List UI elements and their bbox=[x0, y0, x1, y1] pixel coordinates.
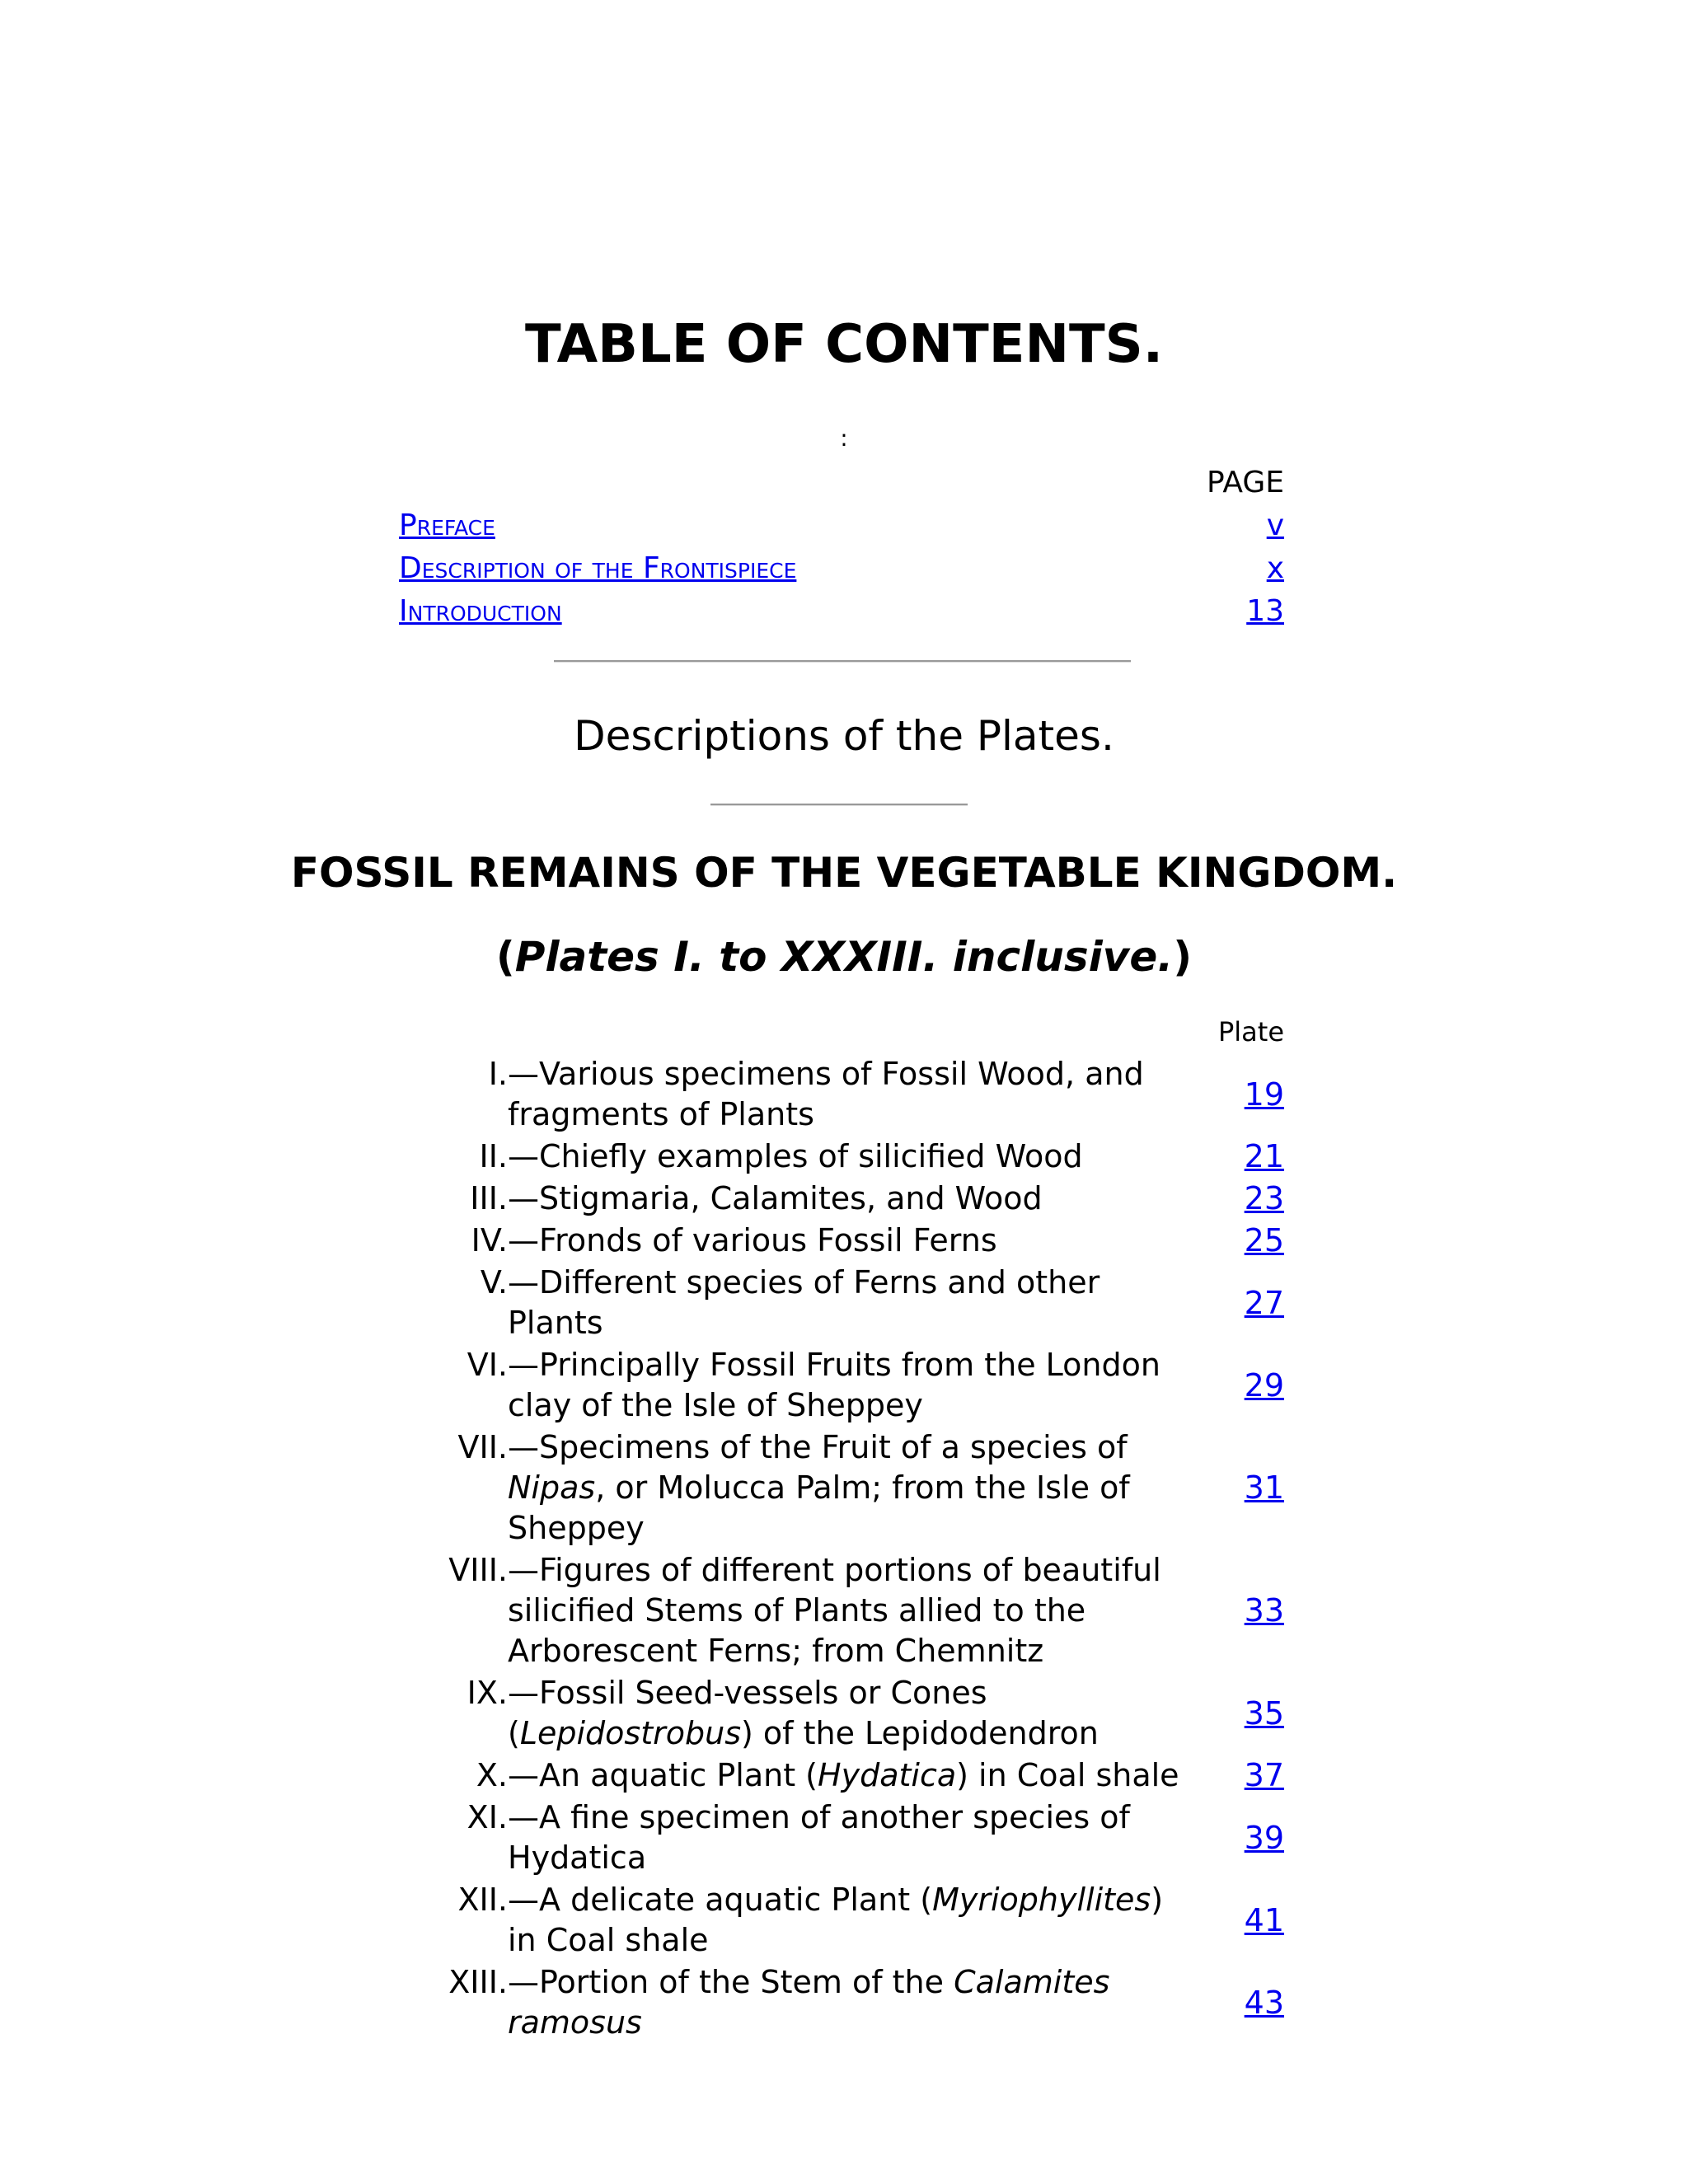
plate-description bbox=[508, 1427, 1218, 1549]
introduction-page-link[interactable]: 13 bbox=[1246, 594, 1284, 628]
plate-description bbox=[508, 1178, 1218, 1220]
plate-page-link[interactable]: 23 bbox=[1244, 1180, 1284, 1216]
plate-description-italic: Nipas bbox=[508, 1469, 596, 1506]
plate-page-link[interactable]: 31 bbox=[1244, 1469, 1284, 1506]
plate-row bbox=[412, 1879, 1284, 1961]
front-matter-header-row bbox=[399, 462, 1284, 504]
plate-description-text: —A fine specimen of another species of Hydatica bbox=[508, 1799, 1130, 1876]
separator-colon: : bbox=[840, 424, 848, 452]
plate-row bbox=[412, 1136, 1284, 1178]
plate-number: VII. bbox=[457, 1429, 508, 1465]
vegetable-kingdom-heading: FOSSIL REMAINS OF THE VEGETABLE KINGDOM. bbox=[290, 849, 1398, 897]
plate-row bbox=[412, 1053, 1284, 1136]
horizontal-rule bbox=[554, 660, 1131, 663]
plate-number: IV. bbox=[471, 1222, 508, 1258]
plate-row bbox=[412, 1344, 1284, 1427]
plate-row bbox=[412, 1755, 1284, 1797]
plate-description bbox=[508, 1672, 1218, 1755]
plate-page-link[interactable]: 33 bbox=[1244, 1592, 1284, 1629]
plate-page-link[interactable]: 21 bbox=[1244, 1138, 1284, 1174]
plate-number: II. bbox=[479, 1138, 508, 1174]
plate-page-link[interactable]: 29 bbox=[1244, 1366, 1284, 1404]
plate-row bbox=[412, 1549, 1284, 1672]
plate-description bbox=[508, 1879, 1218, 1961]
plate-column-header: Plate bbox=[1217, 1016, 1284, 1047]
plates-range-subheading: (Plates I. to XXXIII. inclusive.) bbox=[495, 933, 1193, 981]
plate-number: XII. bbox=[457, 1882, 508, 1918]
plate-row bbox=[412, 1961, 1284, 2044]
plate-description bbox=[508, 1755, 1218, 1797]
plate-description bbox=[508, 1053, 1218, 1136]
plate-description bbox=[508, 1344, 1218, 1427]
plate-page-link[interactable]: 35 bbox=[1244, 1694, 1284, 1732]
plate-row bbox=[412, 1178, 1284, 1220]
toc-row-frontispiece bbox=[399, 547, 1284, 590]
toc-row-introduction bbox=[399, 590, 1284, 633]
plate-description-text: ) in Coal shale bbox=[508, 1882, 1164, 1958]
section-heading: Descriptions of the Plates. bbox=[574, 712, 1114, 760]
plate-description-text: —Fossil Seed-vessels or Cones ( bbox=[508, 1675, 987, 1751]
plate-description bbox=[508, 1136, 1218, 1178]
plate-page-link[interactable]: 41 bbox=[1244, 1901, 1284, 1938]
plate-description bbox=[508, 1797, 1218, 1879]
plate-number: III. bbox=[470, 1180, 508, 1216]
page-title: TABLE OF CONTENTS. bbox=[524, 314, 1164, 375]
plate-number: IX. bbox=[467, 1675, 508, 1711]
plate-description-text: ) of the Lepidodendron bbox=[741, 1715, 1099, 1751]
plate-page-link[interactable]: 27 bbox=[1244, 1284, 1284, 1321]
plate-description bbox=[508, 1549, 1218, 1672]
plate-description-text: —Specimens of the Fruit of a species of bbox=[508, 1429, 1128, 1465]
plate-page-link[interactable]: 43 bbox=[1244, 1984, 1284, 2021]
plates-table bbox=[412, 1010, 1284, 2044]
plate-description-text: —Principally Fossil Fruits from the London clay of the Isle of Sheppey bbox=[508, 1347, 1160, 1423]
plate-description-text: —Chiefly examples of silicified Wood bbox=[508, 1138, 1083, 1174]
plate-description-italic: Myriophyllites bbox=[932, 1882, 1151, 1918]
plate-number: X. bbox=[476, 1757, 508, 1793]
plate-description-text: —Various specimens of Fossil Wood, and fragments of Plants bbox=[508, 1056, 1144, 1132]
plate-description-text: —Portion of the Stem of the bbox=[508, 1964, 954, 2000]
plate-number: XIII. bbox=[448, 1964, 508, 2000]
plate-row bbox=[412, 1427, 1284, 1549]
plate-number: VIII. bbox=[448, 1552, 508, 1588]
plate-description-text: —Stigmaria, Calamites, and Wood bbox=[508, 1180, 1043, 1216]
plate-row bbox=[412, 1797, 1284, 1879]
toc-row-preface bbox=[399, 504, 1284, 547]
frontispiece-link[interactable]: Description of the Frontispiece bbox=[399, 551, 797, 585]
plate-description-italic: Hydatica bbox=[818, 1757, 957, 1793]
plate-description-text: —Fronds of various Fossil Ferns bbox=[508, 1222, 997, 1258]
plate-number: XI. bbox=[467, 1799, 508, 1835]
plate-row bbox=[412, 1672, 1284, 1755]
plate-description bbox=[508, 1220, 1218, 1262]
plate-number: I. bbox=[488, 1056, 508, 1092]
plate-description-text: ) in Coal shale bbox=[956, 1757, 1179, 1793]
plate-description-text: —Different species of Ferns and other Plants bbox=[508, 1264, 1100, 1341]
plate-row bbox=[412, 1220, 1284, 1262]
plates-header-row bbox=[412, 1010, 1284, 1053]
plate-row bbox=[412, 1262, 1284, 1344]
plate-description-text: —A delicate aquatic Plant ( bbox=[508, 1882, 933, 1918]
plate-description bbox=[508, 1262, 1218, 1344]
plate-description bbox=[508, 1961, 1218, 2044]
plate-number: VI. bbox=[467, 1347, 508, 1383]
plate-description-italic: Calamites ramosus bbox=[508, 1964, 1110, 2041]
introduction-link[interactable]: Introduction bbox=[399, 594, 562, 628]
plate-description-italic: Lepidostrobus bbox=[519, 1715, 741, 1751]
front-matter-table bbox=[399, 462, 1284, 633]
page-column-header: PAGE bbox=[1206, 466, 1284, 499]
plate-description-text: , or Molucca Palm; from the Isle of Sheppey bbox=[508, 1469, 1130, 1546]
preface-link[interactable]: Preface bbox=[399, 509, 495, 542]
plate-page-link[interactable]: 19 bbox=[1244, 1076, 1284, 1113]
horizontal-rule-short bbox=[710, 804, 968, 806]
plate-description-text: —Figures of different portions of beautiful silicified Stems of Plants allied to the Arborescent Ferns; from Chemnitz bbox=[508, 1552, 1161, 1669]
plate-description-text: —An aquatic Plant ( bbox=[508, 1757, 818, 1793]
preface-page-link[interactable]: v bbox=[1266, 509, 1284, 542]
plate-page-link[interactable]: 37 bbox=[1244, 1757, 1284, 1793]
plate-page-link[interactable]: 25 bbox=[1244, 1222, 1284, 1258]
frontispiece-page-link[interactable]: x bbox=[1266, 551, 1284, 585]
plate-number: V. bbox=[480, 1264, 508, 1301]
plate-page-link[interactable]: 39 bbox=[1244, 1819, 1284, 1856]
plates-range-text: Plates I. to XXXIII. inclusive. bbox=[514, 933, 1174, 981]
